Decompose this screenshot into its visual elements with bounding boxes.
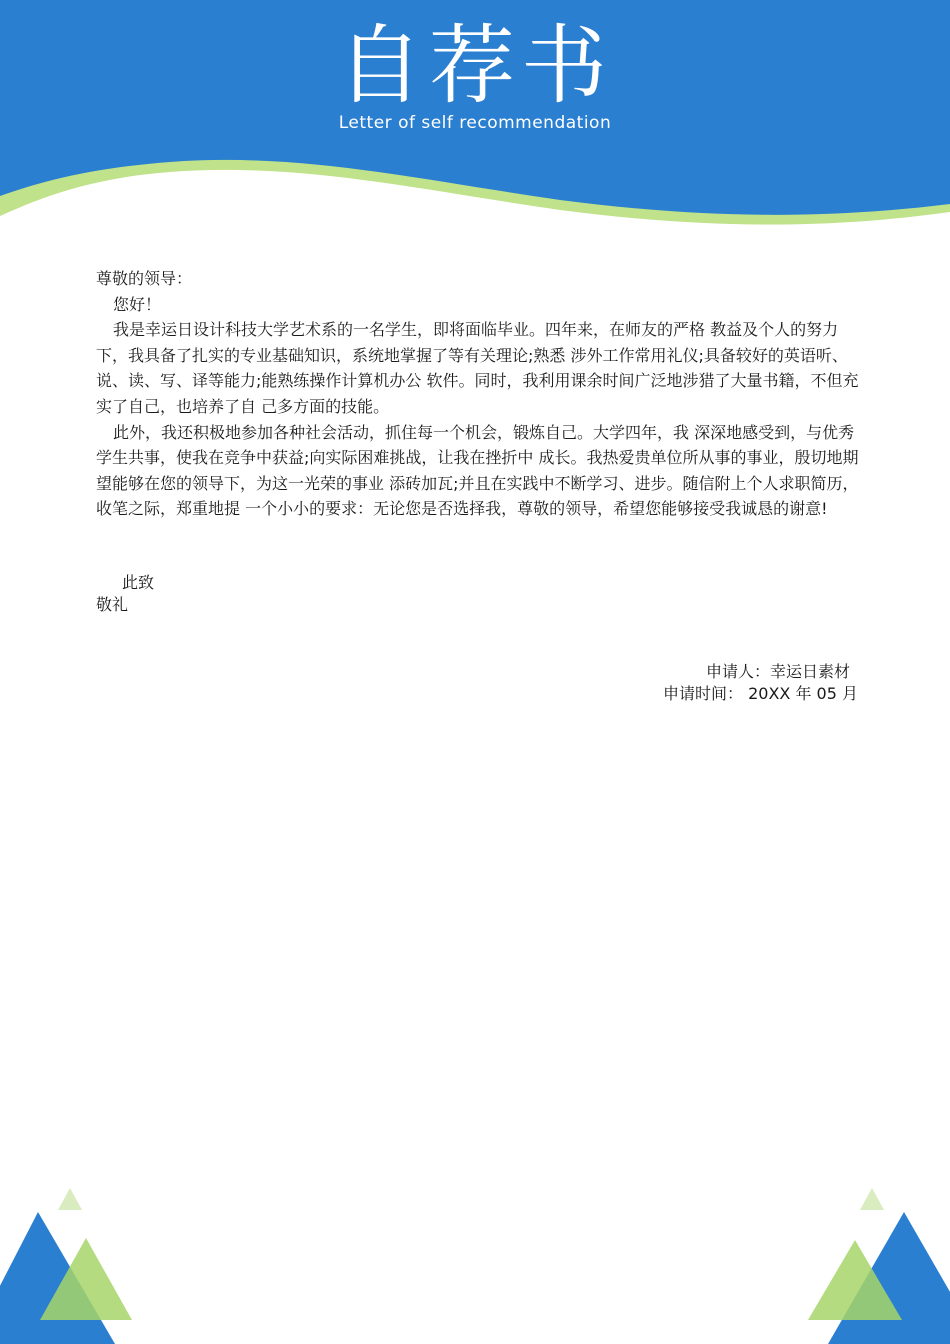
page-title: 自荐书: [337, 16, 613, 116]
salutation: 尊敬的领导：: [96, 269, 193, 288]
footer-decoration: [0, 1180, 950, 1344]
application-date: 申请时间： 20XX 年 05 月: [663, 684, 858, 703]
applicant-name: 申请人：幸运日素材: [705, 662, 850, 681]
paragraph-1: 我是幸运日设计科技大学艺术系的一名学生，即将面临毕业。四年来，在师友的严格 教益及个人的努力下，我具备了扎实的专业基础知识，系统地掌握了等有关理论;熟悉 涉外工作常用礼仪;具备较好的英语听、说、读、写、译等能力;能熟练操作计算机办公 软件。同时，我利用课余时间广泛地涉猎了大量书籍，不但充实了自己，也培养了自 己多方面的技能。: [96, 320, 859, 416]
greeting: 您好！: [113, 294, 162, 314]
signature-block: [663, 661, 858, 705]
paragraph-2: 此外，我还积极地参加各种社会活动，抓住每一个机会，锻炼自己。大学四年，我 深深地感受到，与优秀学生共事，使我在竞争中获益;向实际困难挑战，让我在挫折中 成长。我热爱贵单位所从事的事业，殷切地期望能够在您的领导下，为这一光荣的事业 添砖加瓦;并且在实践中不断学习、进步。随信附上个人求职简历，收笔之际，郑重地提 一个小小的要求：无论您是否选择我，尊敬的领导，希望您能够接受我诚恳的谢意!: [96, 422, 859, 519]
page-subtitle: Letter of self recommendation: [338, 113, 612, 133]
closing-line-2: 敬礼: [96, 595, 129, 614]
letter-body: [96, 266, 866, 522]
closing: [96, 572, 154, 616]
closing-line-1: 此致: [122, 573, 155, 592]
triangle-decoration-right-small: [860, 1188, 884, 1210]
triangle-decoration-left-small: [58, 1188, 82, 1210]
